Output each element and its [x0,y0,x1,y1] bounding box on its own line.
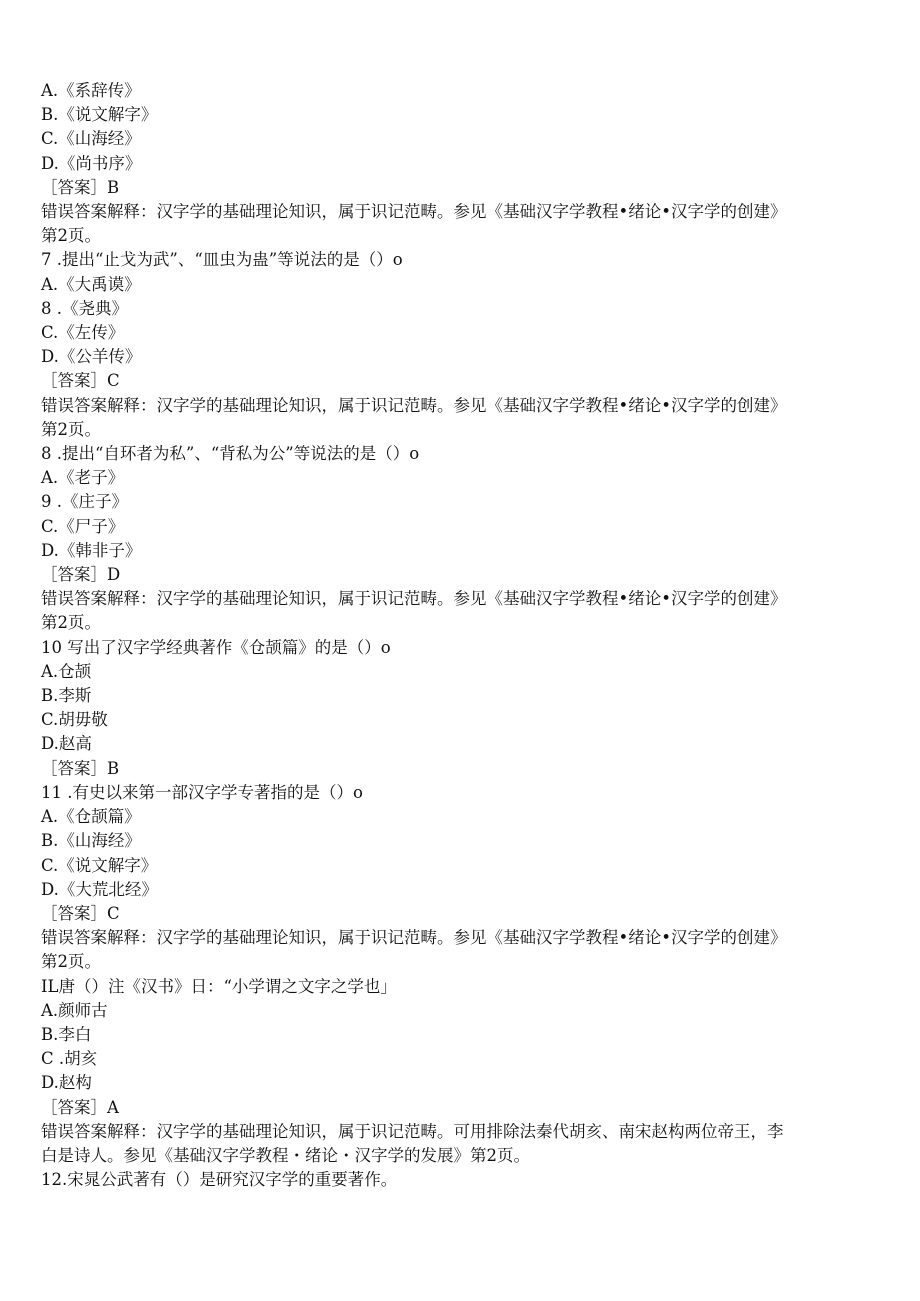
answer-line: ［答案］C [41,903,120,923]
text-line: A.《大禹谟》 [41,274,141,294]
text-line: D.《大荒北经》 [41,879,158,899]
answer-line: ［答案］A [41,1097,119,1117]
text-line: C .胡亥 [41,1049,98,1069]
question-line: 7 .提出“止戈为武”、“皿虫为蛊”等说法的是（）o [41,250,403,270]
explanation-line: 第2页。 [41,226,101,246]
text-line: D.赵高 [41,734,92,754]
answer-line: ［答案］D [41,565,121,585]
text-line: C.胡毋敬 [41,710,108,730]
text-line: B.李斯 [41,686,92,706]
text-line: C.《左传》 [41,323,125,343]
text-line: 9 .《庄子》 [41,492,128,512]
text-line: A.《仓颉篇》 [41,807,141,827]
text-line: C.《山海经》 [41,129,141,149]
question-line: 11 .有史以来第一部汉字学专著指的是（）o [41,782,363,802]
explanation-line: 错误答案解释：汉字学的基础理论知识，属于识记范畴。参见《基础汉字学教程•绪论•汉字学的创建》 [41,928,787,948]
answer-line: ［答案］B [41,758,120,778]
question-line: 10 写出了汉字学经典著作《仓颉篇》的是（）o [41,637,391,657]
explanation-line: 错误答案解释：汉字学的基础理论知识，属于识记范畴。参见《基础汉字学教程•绪论•汉字学的创建》 [41,202,787,222]
text-line: B.《说文解字》 [41,105,158,125]
explanation-line: 第2页。 [41,419,101,439]
text-line: D.《尚书序》 [41,153,142,173]
question-line: 8 .提出“自环者为私”、“背私为公”等说法的是（）o [41,444,420,464]
text-line: B.《山海经》 [41,831,141,851]
explanation-line: 白是诗人。参见《基础汉字学教程・绪论・汉字学的发展》第2页。 [41,1145,530,1165]
text-line: D.《韩非子》 [41,540,142,560]
text-line: 8 .《尧典》 [41,298,128,318]
answer-line: ［答案］B [41,177,120,197]
text-line: A.颜师古 [41,1000,108,1020]
text-line: D.赵构 [41,1073,92,1093]
document-body [41,79,886,1192]
answer-line: ［答案］C [41,371,120,391]
text-line: A.《系辞传》 [41,81,141,100]
text-line: C.《尸子》 [41,516,125,536]
text-line: D.《公羊传》 [41,347,142,367]
text-line: A.《老子》 [41,468,125,488]
explanation-line: 错误答案解释：汉字学的基础理论知识，属于识记范畴。可用排除法秦代胡亥、南宋赵构两位帝王，李 [41,1121,784,1141]
text-line: A.仓颉 [41,661,92,681]
explanation-line: 错误答案解释：汉字学的基础理论知识，属于识记范畴。参见《基础汉字学教程•绪论•汉字学的创建》 [41,395,787,415]
question-line: IL唐（）注《汉书》日：“小学谓之文字之学也」 [41,976,397,996]
explanation-line: 第2页。 [41,613,101,633]
explanation-line: 错误答案解释：汉字学的基础理论知识，属于识记范畴。参见《基础汉字学教程•绪论•汉字学的创建》 [41,589,787,609]
text-line: C.《说文解字》 [41,855,158,875]
question-line: 12.宋晁公武著有（）是研究汉字学的重要著作。 [41,1170,398,1190]
text-line: B.李白 [41,1024,92,1044]
explanation-line: 第2页。 [41,952,101,972]
